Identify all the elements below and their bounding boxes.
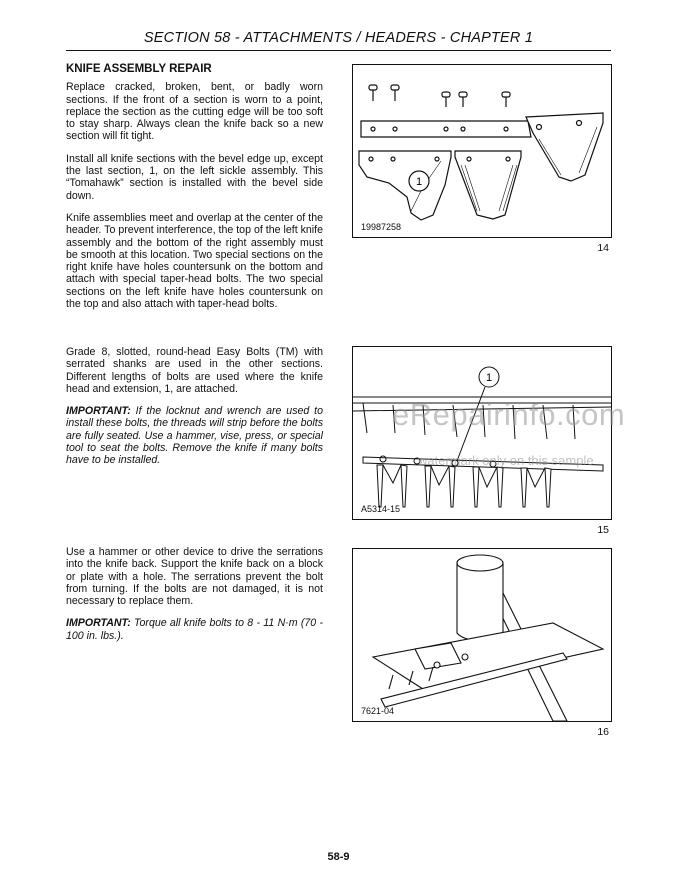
important-note-2 xyxy=(66,617,323,642)
text-block-3 xyxy=(66,546,323,652)
section-header: SECTION 58 - ATTACHMENTS / HEADERS - CHAPTER 1 xyxy=(143,30,534,46)
figure-code: A5314-15 xyxy=(361,504,401,514)
figure-14-knife-sections xyxy=(352,64,612,238)
important-text-2: Torque all knife bolts to 8 - 11 N·m (70 - 100 in. lbs.). xyxy=(66,617,323,642)
paragraph-install-sections: Install all knife sections with the bevel edge up, except the last section, 1, on the left sickle assembly. This “Tomahawk” section is installed with the bevel side down. xyxy=(66,152,323,202)
bolt-icon xyxy=(369,85,510,107)
callout-label: 1 xyxy=(415,176,423,188)
page-number: 58-9 xyxy=(327,851,350,863)
knife-sections-illustration xyxy=(353,65,611,237)
figure-16-hammer-serrations xyxy=(352,548,612,722)
paragraph-replace-sections: Replace cracked, broken, bent, or badly worn sections. If the front of a section is worn to a point, replace the section as the cutting edge will be too soft to stay sharp. Always clean the knife back so a new section will fit tight. xyxy=(66,81,323,143)
figure-number: 15 xyxy=(597,524,609,536)
header-rule xyxy=(66,50,611,51)
knife-assembly-illustration xyxy=(353,347,611,519)
important-label-2: IMPORTANT: xyxy=(66,617,131,630)
figure-code: 7621-04 xyxy=(361,706,395,716)
important-text-1: If the locknut and wrench are used to install these bolts, the threads will strip before the bolts are fully seated. Use a hammer, vise, press, or special tool to seat the bolts. Remove the knife if many bolts have to be installed. xyxy=(66,405,323,467)
watermark: eRepairinfo.com xyxy=(392,397,626,432)
figure-code: 19987258 xyxy=(361,222,402,232)
paragraph-easy-bolts: Grade 8, slotted, round-head Easy Bolts (TM) with serrated shanks are used in the other sections. Different lengths of bolts are used where the knife head and extension, 1, are attached. xyxy=(66,346,323,395)
paragraph-serrations: Use a hammer or other device to drive the serrations into the knife back. Support the knife back on a block or plate with a hole. The serrations prevent the bolt from turning. If the bolts are not damaged, it is not necessary to replace them. xyxy=(66,546,323,608)
callout-label: 1 xyxy=(485,372,493,384)
important-note-1 xyxy=(66,405,323,466)
hammer-illustration xyxy=(353,549,611,721)
important-label-1: IMPORTANT: xyxy=(66,405,131,418)
figure-number: 16 xyxy=(597,726,609,738)
figure-15-knife-assembly xyxy=(352,346,612,520)
text-block-2 xyxy=(66,346,323,477)
section-heading: KNIFE ASSEMBLY REPAIR xyxy=(66,63,212,75)
watermark-sub: watermark only on this sample xyxy=(418,453,594,468)
figure-number: 14 xyxy=(597,242,609,254)
paragraph-knife-overlap: Knife assemblies meet and overlap at the center of the header. To prevent interference, the top of the left knife assembly and the bottom of the right assembly must be smooth at this location. Two special sections on the right knife have holes countersunk on the bottom and attach with special taper-head bolts. The two special sections on the left knife have holes countersunk on the top and also attach with taper-head bolts. xyxy=(66,211,323,311)
text-block-1 xyxy=(66,63,323,320)
